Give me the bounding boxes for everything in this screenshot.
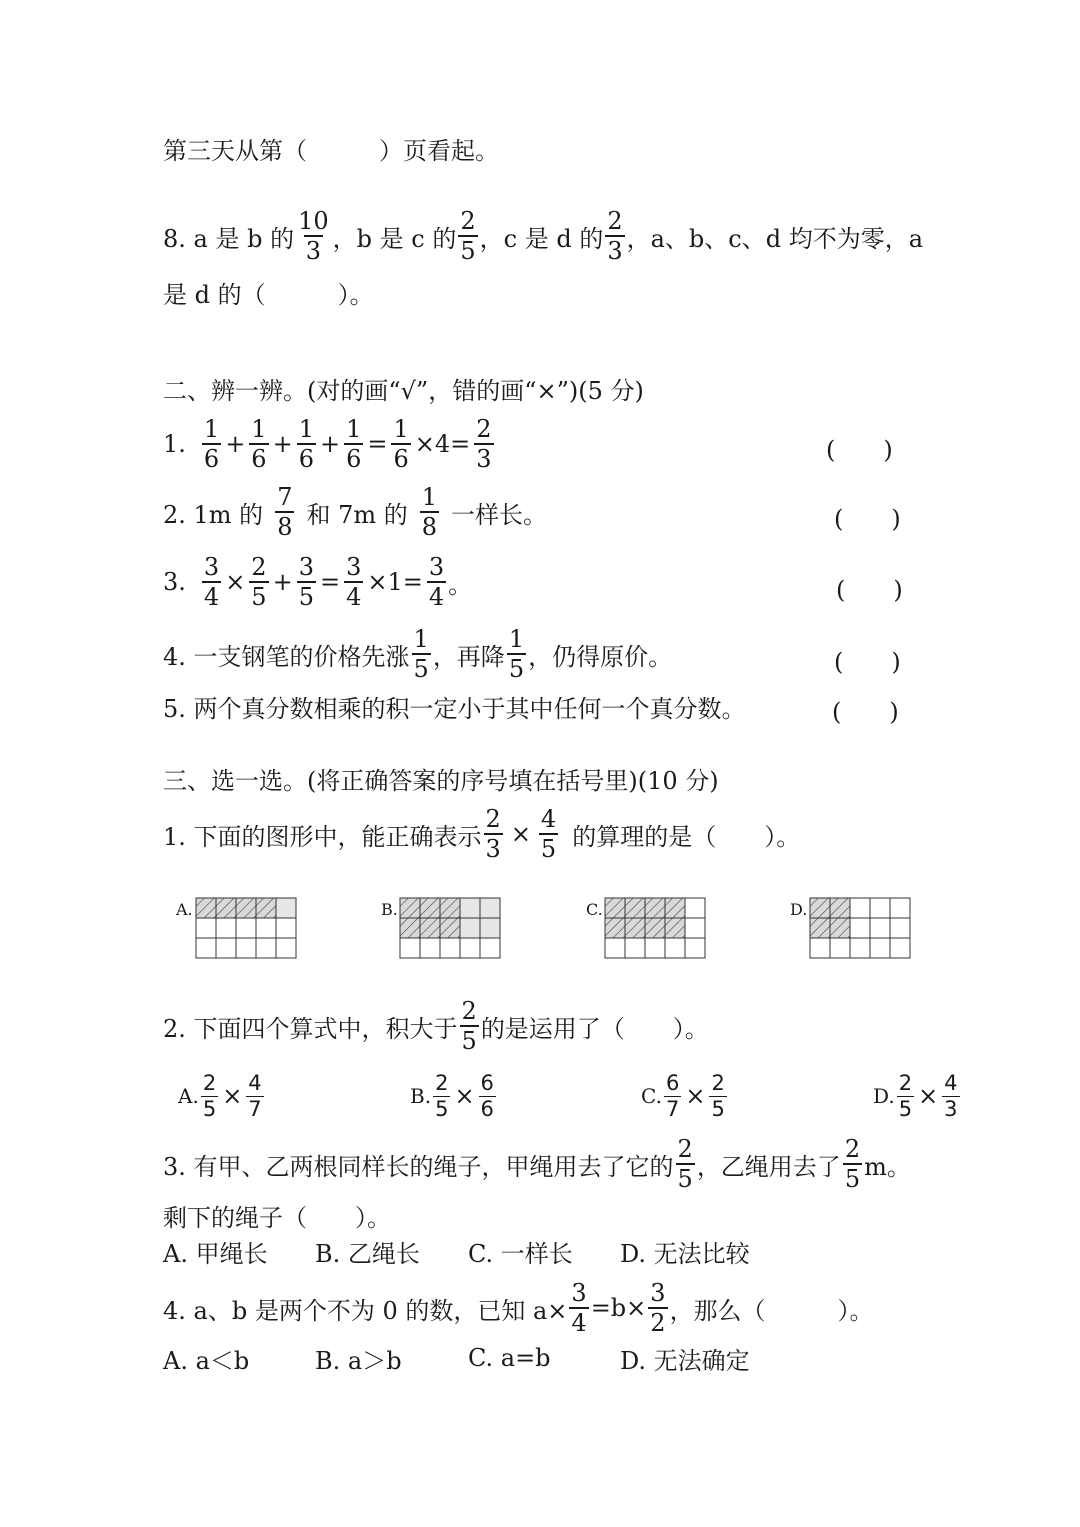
grid-cell	[625, 938, 645, 958]
grid-cell	[665, 898, 685, 918]
fraction: $\frac{2}{3}$	[485, 805, 501, 863]
section3-title	[163, 748, 719, 808]
q8-text-4: ，a、b、c、d 均不为零，a	[626, 224, 924, 253]
times-sign: ×	[454, 1082, 475, 1110]
grid-cell	[645, 938, 665, 958]
q7-tail	[163, 118, 499, 178]
grid-cell	[216, 938, 236, 958]
fraction: 2 5	[844, 1135, 861, 1193]
s3-q1	[163, 804, 800, 864]
s3-q4-options	[163, 1328, 750, 1388]
option-b[interactable]: B. 乙绳长	[315, 1239, 420, 1268]
grid-cell	[460, 938, 480, 958]
grid-cell	[810, 938, 830, 958]
grid-cell	[850, 938, 870, 958]
option-label: A.	[178, 1084, 199, 1108]
fraction: 1 6	[203, 415, 220, 473]
grid-cell	[685, 918, 705, 938]
grid-option-a[interactable]	[195, 897, 297, 959]
fraction: $\frac{2}{5}$	[711, 1070, 725, 1121]
fraction: $\frac{3}{5}$	[298, 553, 314, 611]
fraction: $\frac{2}{3}$	[476, 415, 492, 473]
grid-cell	[440, 898, 460, 918]
fraction: 10 3	[298, 207, 329, 265]
grid-cell	[605, 898, 625, 918]
q4-text-3: ，仍得原价。	[528, 642, 673, 671]
fraction: $\frac{6}{7}$	[665, 1070, 680, 1121]
grid-cell	[236, 898, 256, 918]
s3-q3-options	[163, 1221, 750, 1281]
s3q4-text-3: ，那么（ ）。	[669, 1296, 874, 1325]
grid-cell	[810, 918, 830, 938]
section3-heading: 三、选一选。(将正确答案的序号填在括号里)(10 分)	[163, 766, 719, 795]
fraction: $\frac{2}{5}$	[251, 553, 267, 611]
grid-cell	[850, 918, 870, 938]
grid-cell	[645, 918, 665, 938]
q8-text-2: ，b 是 c 的	[332, 224, 457, 253]
option-label: C.	[641, 1084, 662, 1108]
fraction: 2 3	[607, 207, 623, 265]
grid-cell	[236, 918, 256, 938]
grid-cell	[480, 898, 500, 918]
grid-option-b[interactable]	[399, 897, 501, 959]
grid-cell	[196, 898, 216, 918]
grid-a-label: A.	[176, 900, 193, 919]
option-b[interactable]: B. a＞b	[315, 1346, 402, 1375]
grid-cell	[890, 938, 910, 958]
times-sign: ×	[685, 1082, 706, 1110]
grid-cell	[400, 938, 420, 958]
grid-cell	[196, 918, 216, 938]
s3-q2	[163, 996, 709, 1056]
grid-cell	[276, 918, 296, 938]
grid-cell	[645, 898, 665, 918]
option-a[interactable]: A. 甲绳长	[163, 1239, 268, 1268]
grid-cell	[256, 898, 276, 918]
grid-cell	[830, 918, 850, 938]
grid-cell	[420, 918, 440, 938]
grid-cell	[420, 938, 440, 958]
fraction: $\frac{3}{4}$	[571, 1279, 587, 1337]
grid-cell	[850, 898, 870, 918]
s2-q1	[163, 414, 496, 474]
fraction: $\frac{3}{2}$	[650, 1279, 666, 1337]
times-sign: ×	[222, 1082, 243, 1110]
times-sign: ×	[225, 568, 246, 596]
grid-cell	[460, 918, 480, 938]
period: 。	[448, 570, 473, 599]
option-label: D.	[873, 1084, 895, 1108]
s3q2-option-b[interactable]	[410, 1066, 498, 1126]
grid-cell	[440, 918, 460, 938]
q8-text-3: ，c 是 d 的	[479, 224, 604, 253]
fraction: $\frac{1}{6}$	[346, 415, 362, 473]
grid-cell	[830, 938, 850, 958]
grid-cell	[480, 918, 500, 938]
times-sign: ×	[918, 1082, 939, 1110]
fraction: $\frac{1}{6}$	[298, 415, 314, 473]
grid-cell	[890, 898, 910, 918]
option-c[interactable]: C. 一样长	[468, 1239, 573, 1268]
grid-cell	[400, 898, 420, 918]
grid-cell	[216, 898, 236, 918]
fraction: $\frac{3}{4}$	[346, 553, 362, 611]
s2-q5	[163, 676, 746, 736]
answer-paren[interactable]: ( )	[836, 576, 903, 604]
answer-paren[interactable]: ( )	[832, 698, 899, 726]
fraction: 2 5	[461, 997, 477, 1055]
times-four: ×4=	[414, 430, 471, 458]
s3q3-text-3: m。	[864, 1152, 911, 1181]
fraction: 2 5	[460, 207, 476, 265]
q-number: 1.	[163, 430, 186, 458]
plus-sign: +	[272, 430, 293, 458]
s3q3-answer-line: 剩下的绳子（ ）。	[163, 1203, 391, 1232]
grid-cell	[665, 918, 685, 938]
answer-paren[interactable]: ( )	[826, 436, 893, 464]
grid-cell	[480, 938, 500, 958]
grid-cell	[625, 918, 645, 938]
fraction: $\frac{4}{7}$	[248, 1070, 262, 1121]
q2-text-1: 2. 1m 的	[163, 500, 264, 529]
grid-cell	[625, 898, 645, 918]
fraction: $\frac{4}{3}$	[944, 1070, 958, 1121]
grid-cell	[870, 938, 890, 958]
fraction: 7 8	[277, 483, 293, 541]
fraction: $\frac{2}{5}$	[898, 1070, 913, 1121]
section2-heading: 二、辨一辨。(对的画“√”，错的画“×”)(5 分)	[163, 376, 644, 405]
section2-title	[163, 358, 644, 418]
grid-d-label: D.	[790, 900, 808, 919]
grid-cell	[276, 898, 296, 918]
grid-cell	[276, 938, 296, 958]
q7-tail-text: 第三天从第（ ）页看起。	[163, 136, 499, 165]
fraction: $\frac{3}{4}$	[428, 553, 445, 611]
fraction: 2 5	[677, 1135, 693, 1193]
fraction: $\frac{4}{5}$	[540, 805, 557, 863]
s2-q2	[163, 482, 547, 542]
s3q4-text-1: 4. a、b 是两个不为 0 的数，已知 a×	[163, 1296, 568, 1325]
option-d[interactable]: D. 无法比较	[620, 1239, 750, 1268]
q8-text-1: 8. a 是 b 的	[163, 224, 295, 253]
grid-b-label: B.	[381, 900, 398, 919]
grid-cell	[830, 898, 850, 918]
s3q1-text-2: 的算理的是（ ）。	[572, 822, 801, 851]
answer-paren[interactable]: ( )	[834, 505, 901, 533]
grid-option-c[interactable]	[604, 897, 706, 959]
grid-cell	[665, 938, 685, 958]
answer-paren[interactable]: ( )	[834, 648, 901, 676]
s3q2-text-1: 2. 下面四个算式中，积大于	[163, 1014, 458, 1043]
fraction: 1 5	[413, 625, 429, 683]
grid-cell	[400, 918, 420, 938]
s3q2-option-d[interactable]	[873, 1066, 962, 1126]
option-label: B.	[410, 1084, 432, 1108]
grid-cell	[605, 918, 625, 938]
grid-cell	[460, 898, 480, 918]
fraction: $\frac{3}{4}$	[203, 553, 220, 611]
times-sign: ×	[510, 820, 531, 848]
fraction: $\frac{6}{6}$	[480, 1070, 494, 1121]
s3q2-text-2: 的是运用了（ ）。	[480, 1014, 709, 1043]
grid-cell	[870, 918, 890, 938]
q-number: 3.	[163, 568, 186, 596]
grid-cell	[685, 938, 705, 958]
grid-cell	[216, 918, 236, 938]
fraction: 1 5	[508, 625, 525, 683]
equals-sign: =	[367, 430, 388, 458]
s2-q3	[163, 552, 472, 612]
grid-cell	[236, 938, 256, 958]
grid-cell	[870, 898, 890, 918]
s3q3-text-1: 3. 有甲、乙两根同样长的绳子，甲绳用去了它的	[163, 1152, 674, 1181]
q4-text-2: ，再降	[432, 642, 505, 671]
grid-cell	[440, 938, 460, 958]
option-c[interactable]: C. a=b	[468, 1344, 551, 1372]
s3q3-text-2: ，乙绳用去了	[696, 1152, 841, 1181]
plus-sign: +	[225, 430, 246, 458]
grid-cell	[890, 918, 910, 938]
q2-text-2: 和 7m 的	[306, 500, 408, 529]
q8-line1	[163, 206, 923, 266]
grid-option-d[interactable]	[809, 897, 911, 959]
option-a[interactable]: A. a＜b	[163, 1346, 250, 1375]
plus-sign: +	[319, 430, 341, 458]
fraction: $\frac{1}{6}$	[393, 415, 409, 473]
s2-q4	[163, 624, 672, 684]
q5-text: 5. 两个真分数相乘的积一定小于其中任何一个真分数。	[163, 694, 746, 723]
grid-cell	[256, 938, 276, 958]
grid-cell	[810, 898, 830, 918]
grid-cell	[685, 898, 705, 918]
fraction: $\frac{2}{5}$	[435, 1070, 449, 1121]
s3q4-text-2: =b×	[590, 1294, 647, 1322]
s3q2-option-a[interactable]	[178, 1066, 266, 1126]
s3q1-text-1: 1. 下面的图形中，能正确表示	[163, 822, 482, 851]
grid-cell	[420, 898, 440, 918]
times-one: ×1=	[367, 568, 423, 596]
grid-cell	[256, 918, 276, 938]
equals-sign: =	[319, 568, 341, 596]
s3q2-option-c[interactable]	[641, 1066, 729, 1126]
fraction: $\frac{1}{6}$	[251, 415, 267, 473]
q8-line2	[163, 262, 374, 322]
q2-text-3: 一样长。	[451, 500, 548, 529]
q8-answer-line: 是 d 的（ ）。	[163, 280, 374, 309]
fraction: $\frac{2}{5}$	[202, 1070, 217, 1121]
grid-cell	[605, 938, 625, 958]
grid-c-label: C.	[586, 900, 603, 919]
grid-cell	[196, 938, 216, 958]
option-d[interactable]: D. 无法确定	[620, 1346, 750, 1375]
plus-sign: +	[272, 568, 293, 596]
fraction: 1 8	[421, 483, 438, 541]
q4-text-1: 4. 一支钢笔的价格先涨	[163, 642, 410, 671]
